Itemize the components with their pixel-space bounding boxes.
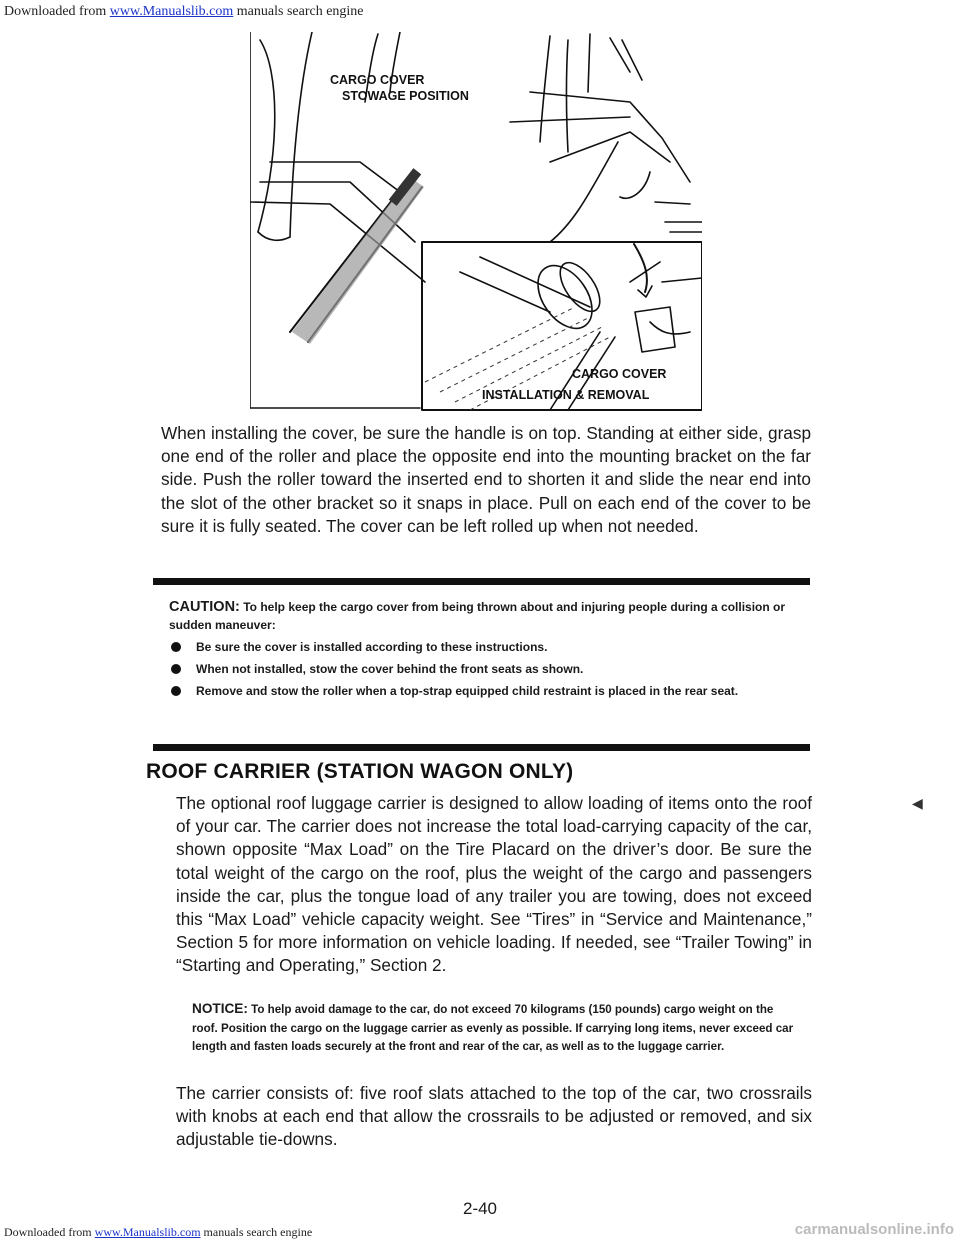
figure-label-install-1: CARGO COVER <box>572 367 667 381</box>
footer <box>0 1221 960 1242</box>
header-suffix: manuals search engine <box>233 4 364 19</box>
caution-item: When not installed, stow the cover behind the front seats as shown. <box>169 660 795 678</box>
notice-box <box>192 1000 800 1057</box>
manualslib-link[interactable]: www.Manualslib.com <box>109 4 234 19</box>
figure-label-install-2: INSTALLATION & REMOVAL <box>482 388 650 402</box>
margin-arrow-icon: ◀ <box>912 795 923 811</box>
section-title: ROOF CARRIER (STATION WAGON ONLY) <box>146 760 574 783</box>
footer-suffix: manuals search engine <box>200 1225 313 1239</box>
caution-bottom-rule <box>153 744 810 751</box>
header-prefix: Downloaded from <box>4 4 110 19</box>
roof-carrier-paragraph: The optional roof luggage carrier is designed to allow loading of items onto the roof of your car. The carrier does not increase the total load-carrying capacity of the car, shown opposite “Max Load” on the Tire Placard on the driver’s door. Be sure the total weight of the cargo on the roof, plus the weight of the cargo and passengers inside the car, plus the tongue load of any trailer you are towing, does not exceed this “Max Load” vehicle capacity weight. See “Tires” in “Service and Maintenance,” Section 5 for more information on vehicle loading. If needed, see “Trailer Towing” in “Starting and Operating,” Section 2. <box>176 793 812 976</box>
caution-list <box>169 638 795 700</box>
footer-watermark <box>4 1225 312 1240</box>
footer-manualslib-link[interactable]: www.Manualslib.com <box>94 1225 201 1239</box>
carrier-parts-paragraph: The carrier consists of: five roof slats attached to the top of the car, two crossrails with knobs at each end that allow the crossrails to be adjusted or removed, and six adjustable tie-downs. <box>176 1083 812 1150</box>
caution-intro <box>169 598 795 634</box>
caution-label: CAUTION: <box>169 599 240 615</box>
page-number: 2-40 <box>462 1199 498 1218</box>
notice-label: NOTICE: <box>192 1001 248 1016</box>
footer-prefix: Downloaded from <box>4 1225 95 1239</box>
figure-label-stowage-2: STOWAGE POSITION <box>342 89 469 103</box>
installation-instructions: When installing the cover, be sure the handle is on top. Standing at either side, grasp one end of the roller and place the opposite end into the mounting bracket on the far side. Push the roller toward the inserted end to shorten it and slide the near end into the slot of the other bracket so it snaps in place. Pull on each end of the cover to be sure it is fully seated. The cover can be left rolled up when not needed. <box>161 423 811 536</box>
caution-item: Remove and stow the roller when a top-strap equipped child restraint is placed in the rear seat. <box>169 682 795 700</box>
caution-text: To help keep the cargo cover from being thrown about and injuring people during a collision or sudden maneuver: <box>169 600 786 632</box>
carmanuals-watermark: carmanualsonline.info <box>794 1221 954 1238</box>
notice-text: To help avoid damage to the car, do not exceed 70 kilograms (150 pounds) cargo weight on the roof. Position the cargo on the luggage carrier as evenly as possible. If carrying long items, never exceed car length and fasten loads securely at the front and rear of the car, as well as to the luggage carrier. <box>192 1003 794 1053</box>
cargo-cover-illustration <box>250 32 702 412</box>
figure-label-stowage-1: CARGO COVER <box>330 73 425 87</box>
caution-item: Be sure the cover is installed according to these instructions. <box>169 638 795 656</box>
caution-top-rule <box>153 578 810 585</box>
caution-box <box>169 598 795 700</box>
header-watermark <box>4 4 364 20</box>
